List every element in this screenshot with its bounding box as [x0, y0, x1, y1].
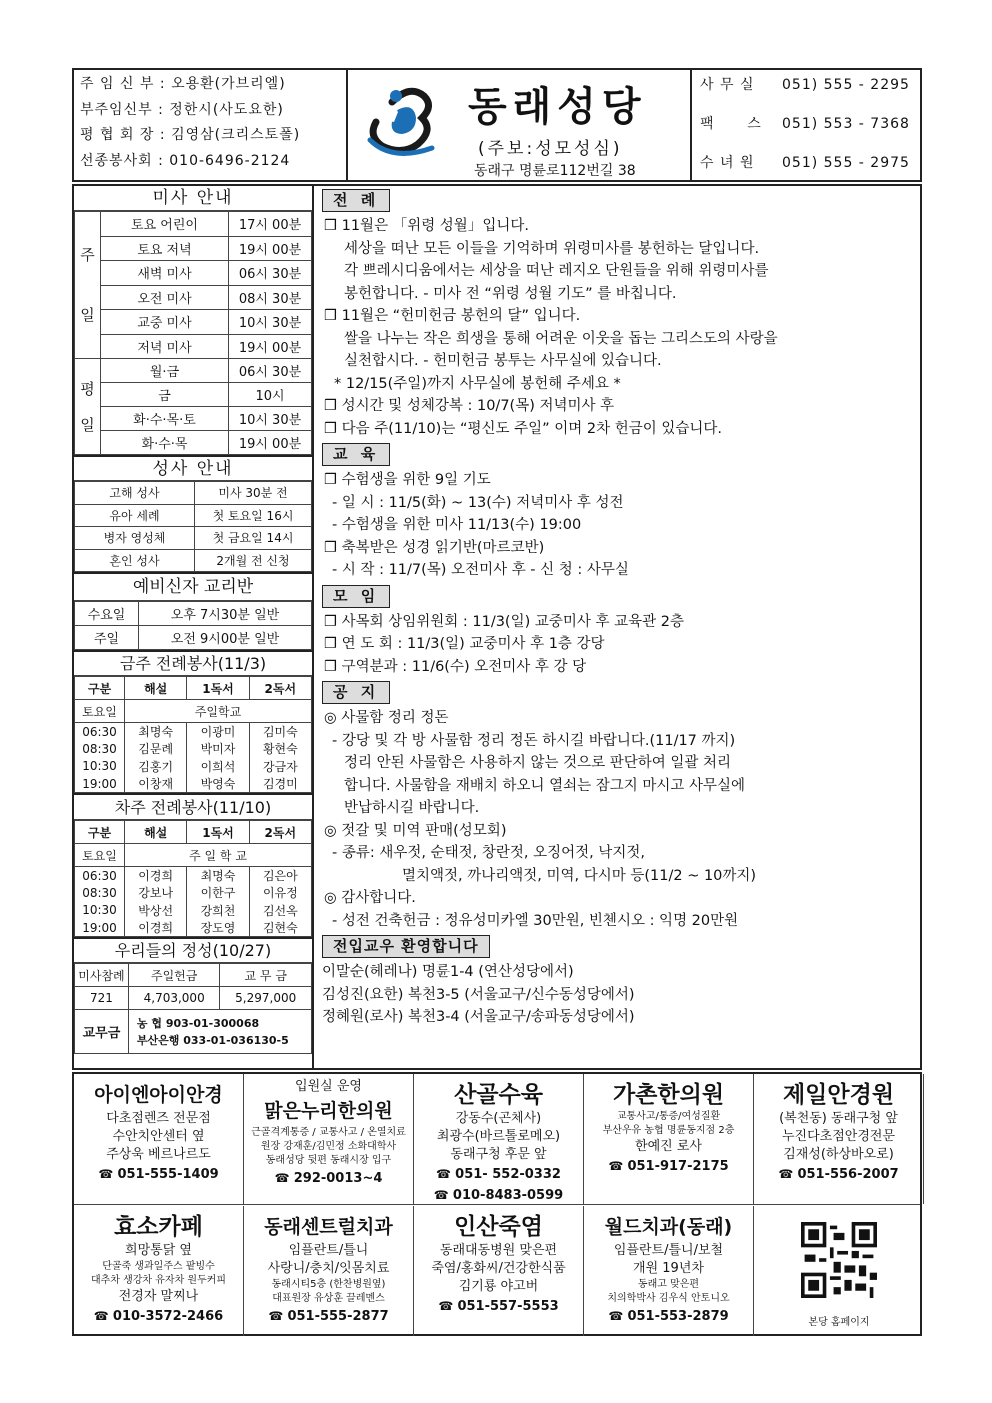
section-line: 반납하시길 바랍니다.	[344, 800, 480, 816]
table-cell: 이광미	[187, 723, 249, 741]
table-cell: 첫 금요일 14시	[195, 527, 312, 550]
liturgy-this-title: 금주 전례봉사(11/3)	[74, 650, 312, 676]
section-line: ❒ 수험생을 위한 9일 기도	[324, 472, 491, 488]
ad-block	[244, 1074, 414, 1204]
ad-line: 사랑니/충치/잇몸치료	[267, 1261, 390, 1276]
ad-line: 전경자 말찌나	[118, 1289, 199, 1304]
mass-time: 10시 30분	[229, 310, 312, 335]
table-cell: 이창재	[125, 775, 187, 793]
mass-name: 토요 저녁	[101, 236, 229, 261]
table-row	[75, 431, 312, 455]
table-row	[75, 844, 312, 867]
section-line: ◎ 감사합니다.	[324, 890, 416, 906]
section-tag: 교 육	[322, 443, 390, 466]
ad-phone: ☎ 051-557-5553	[438, 1299, 559, 1314]
qr-code-icon[interactable]	[801, 1222, 877, 1298]
table-row	[75, 482, 312, 505]
ad-block	[74, 1206, 244, 1336]
table-cell: 최명숙	[125, 723, 187, 741]
ad-block	[74, 1074, 244, 1204]
ad-name: 제일안경원	[782, 1082, 895, 1108]
table-cell: 19:00	[75, 919, 125, 937]
ad-line: 임플란트/틀니	[288, 1243, 369, 1258]
mass-title: 미사 안내	[74, 186, 312, 211]
table-cell: 토요일	[75, 844, 125, 867]
section-line: ❒ 축복받은 성경 읽기반(마르코반)	[324, 539, 545, 556]
section-line: 정리 안된 사물함은 사용하지 않는 것으로 판단하여 일괄 처리	[344, 755, 732, 771]
section-line: 실천합시다. - 헌미헌금 봉투는 사무실에 있습니다.	[344, 353, 662, 369]
section-line: 멸치액젓, 까나리액젓, 미역, 다시마 등(11/2 ~ 10까지)	[402, 867, 757, 884]
table-cell: 혼인 성사	[75, 549, 195, 572]
column-header: 해설	[125, 677, 187, 700]
bulletin-subtitle: (주보:성모성심)	[478, 139, 623, 159]
section-line: 김성진(요한) 복천3-5 (서울교구/신수동성당에서)	[322, 986, 635, 1003]
section-line: ❒ 11월은 「위령 성월」입니다.	[324, 218, 529, 234]
table-cell: 강희천	[187, 902, 249, 920]
table-row	[75, 383, 312, 407]
table-cell: 06:30	[75, 867, 125, 885]
table-row	[75, 740, 312, 758]
column-header: 교 무 금	[220, 964, 312, 987]
phone-icon: ☎	[608, 1159, 628, 1173]
catechumen-title: 예비신자 교리반	[74, 572, 312, 601]
ad-phone: ☎ 051-917-2175	[608, 1159, 729, 1174]
table-row	[75, 867, 312, 885]
phone-icon: ☎	[98, 1167, 118, 1181]
ad-block	[244, 1206, 414, 1336]
liturgy-this-table	[74, 676, 312, 793]
table-row	[75, 987, 312, 1010]
ad-small-line: 대추차 생강차 유자차 원두커피	[90, 1275, 227, 1286]
ad-block	[584, 1206, 754, 1336]
table-cell: 김선옥	[249, 902, 311, 920]
table-cell: 4,703,000	[128, 987, 220, 1010]
table-cell: 박상선	[125, 902, 187, 920]
table-cell: 오전 9시00분 일반	[139, 626, 312, 650]
table-row	[75, 902, 312, 920]
liturgy-next-title: 차주 전례봉사(11/10)	[74, 793, 312, 820]
table-row	[75, 775, 312, 793]
ad-name: 인산죽염	[454, 1214, 543, 1240]
account-line: 부산은행 033-01-036130-5	[136, 1033, 289, 1047]
table-cell: 강금자	[249, 758, 311, 776]
section-line: ◎ 사물함 정리 정돈	[324, 710, 449, 726]
table-cell: 고해 성사	[75, 482, 195, 505]
mass-time: 06시 30분	[229, 359, 312, 383]
ad-small-line: 단골죽 생과일주스 팥빙수	[102, 1261, 215, 1272]
mass-name: 화·수·목·토	[101, 407, 229, 431]
column-header: 해설	[125, 821, 187, 844]
weekday-label: 평 일	[75, 359, 101, 455]
table-row	[75, 236, 312, 261]
column-header: 2독서	[249, 677, 311, 700]
ad-name: 월드치과(동래)	[604, 1216, 733, 1238]
table-cell: 19:00	[75, 775, 125, 793]
ad-name: 산골수육	[454, 1082, 543, 1108]
table-row	[75, 919, 312, 937]
table-row	[75, 964, 312, 987]
section-line: 각 쁘레시디움에서는 세상을 떠난 레지오 단원들을 위해 위령미사를	[344, 263, 769, 279]
sunday-label: 주 일	[75, 212, 101, 359]
table-cell: 미사 30분 전	[195, 482, 312, 505]
mass-table	[74, 211, 312, 455]
mass-time: 19시 00분	[229, 334, 312, 359]
table-row	[75, 212, 312, 237]
offering-table	[74, 963, 312, 1054]
parish-title: 동래성당	[468, 84, 647, 130]
section-education	[318, 440, 920, 582]
account-label: 교무금	[75, 1010, 129, 1054]
section-line: - 수험생을 위한 미사 11/13(수) 19:00	[332, 517, 582, 533]
ad-phone: ☎ 051- 552-0332	[436, 1167, 561, 1182]
table-cell: 이경희	[125, 867, 187, 885]
table-row	[75, 700, 312, 723]
mass-time: 17시 00분	[229, 212, 312, 237]
section-line: 이말순(헤레나) 명륜1-4 (연산성당에서)	[322, 964, 574, 980]
table-cell: 장도영	[187, 919, 249, 937]
table-cell: 주일학교	[125, 700, 312, 723]
table-cell: 주일	[75, 626, 139, 650]
mass-name: 토요 어린이	[101, 212, 229, 237]
table-cell: 10:30	[75, 758, 125, 776]
ad-line: 희망통닭 옆	[125, 1243, 192, 1258]
header-divider-left	[346, 70, 348, 180]
table-cell: 721	[75, 987, 129, 1010]
column-header: 구분	[75, 677, 125, 700]
ad-line: 김기룡 야고버	[458, 1279, 539, 1294]
header-contacts: 사 무 실 051) 555 - 2295 팩 스 051) 553 - 7368 수 녀 원 051) 555 - 2975	[700, 77, 910, 171]
mass-name: 오전 미사	[101, 285, 229, 310]
table-cell: 토요일	[75, 700, 125, 723]
mass-name: 금	[101, 383, 229, 407]
ad-small-line: 동래시티5층 (한찬병원옆)	[271, 1279, 386, 1290]
table-cell: 오후 7시30분 일반	[139, 602, 312, 626]
ad-line: 주상욱 베르나르도	[106, 1147, 211, 1162]
section-line: 합니다. 사물함을 재배치 하오니 열쇠는 잠그지 마시고 사무실에	[344, 777, 746, 794]
ad-phone: ☎ 292-0013~4	[274, 1171, 383, 1186]
ad-block	[414, 1074, 584, 1204]
ad-small-line: 근골격계통증 / 교통사고 / 온열치료	[251, 1127, 406, 1138]
mass-time: 10시 30분	[229, 407, 312, 431]
ad-name: 아이엔아이안경	[94, 1084, 223, 1106]
phone-icon: ☎	[438, 1299, 458, 1313]
column-header: 미사참례	[75, 964, 129, 987]
table-cell: 이경희	[125, 919, 187, 937]
section-line: 세상을 떠난 모든 이들을 기억하며 위령미사를 봉헌하는 달입니다.	[344, 240, 760, 257]
table-cell: 김은아	[249, 867, 311, 885]
column-header: 2독서	[249, 821, 311, 844]
liturgy-next-table	[74, 820, 312, 937]
section-welcome	[318, 932, 920, 1029]
table-cell: 황현숙	[249, 740, 311, 758]
mass-time: 19시 00분	[229, 236, 312, 261]
table-cell: 2개월 전 신청	[195, 549, 312, 572]
ad-phone: ☎ 010-3572-2466	[93, 1309, 224, 1324]
table-row	[75, 821, 312, 844]
offering-title: 우리들의 정성(10/27)	[74, 937, 312, 963]
table-row	[75, 359, 312, 383]
ad-name: 효소카페	[114, 1214, 203, 1240]
table-cell: 김문례	[125, 740, 187, 758]
table-cell: 박미자	[187, 740, 249, 758]
column-header: 주일헌금	[128, 964, 220, 987]
table-row	[75, 884, 312, 902]
table-cell: 이한구	[187, 884, 249, 902]
ad-phone: ☎ 010-8483-0599	[433, 1188, 564, 1203]
table-cell: 김경미	[249, 775, 311, 793]
phone-icon: ☎	[274, 1171, 294, 1185]
qr-block	[754, 1206, 924, 1336]
ad-pre: 입원실 운영	[295, 1079, 362, 1094]
column-header: 1독서	[187, 821, 249, 844]
ad-line: 개원 19년차	[633, 1261, 704, 1276]
section-line: ◎ 젓갈 및 미역 판매(성모회)	[324, 822, 507, 839]
table-row	[75, 723, 312, 741]
table-row	[75, 1010, 312, 1054]
table-cell: 강보나	[125, 884, 187, 902]
mass-time: 08시 30분	[229, 285, 312, 310]
table-row	[75, 549, 312, 572]
ad-line: 누진다초점안경전문	[781, 1129, 896, 1144]
ad-line: 동래구청 후문 앞	[450, 1147, 547, 1162]
section-tag: 모 임	[322, 585, 390, 608]
ad-phone: ☎ 051-556-2007	[778, 1167, 899, 1182]
table-cell: 이유정	[249, 884, 311, 902]
ad-name: 동래센트럴치과	[264, 1216, 393, 1238]
ad-block	[754, 1074, 924, 1204]
table-row	[75, 626, 312, 650]
ad-name: 가촌한의원	[612, 1082, 725, 1108]
section-line: ❒ 성시간 및 성체강복 : 10/7(목) 저녁미사 후	[324, 398, 615, 414]
section-tag: 공 지	[322, 681, 390, 704]
section-line: - 종류: 새우젓, 순태젓, 창란젓, 오징어젓, 낙지젓,	[332, 845, 645, 861]
parish-address: 동래구 명륜로112번길 38	[474, 163, 636, 179]
qr-caption: 본당 홈페이지	[808, 1317, 870, 1328]
table-row	[75, 504, 312, 527]
section-line: ❒ 사목회 상임위원회 : 11/3(일) 교중미사 후 교육관 2층	[324, 613, 684, 630]
header-staff: 주 임 신 부 : 오용환(가브리엘) 부주임신부 : 정한시(사도요한) 평 협 회 장 : 김영삼(크리스토폴) 선종봉사회 : 010-6496-2124	[80, 76, 301, 169]
section-line: 정혜원(로사) 복천3-4 (서울교구/송파동성당에서)	[322, 1009, 635, 1025]
sacrament-table	[74, 481, 312, 572]
table-row	[75, 527, 312, 550]
ad-small-line: 동래고 맞은편	[637, 1279, 700, 1290]
ad-line: 한예진 로사	[635, 1139, 702, 1154]
section-notice	[318, 678, 920, 932]
table-cell: 최명숙	[187, 867, 249, 885]
mass-name: 화·수·목	[101, 431, 229, 455]
table-row	[75, 261, 312, 286]
mass-name: 월·금	[101, 359, 229, 383]
ad-small-line: 교통사고/통증/여성질환	[616, 1111, 721, 1122]
section-line: - 시 작 : 11/7(목) 오전미사 후 - 신 청 : 사무실	[332, 562, 629, 578]
phone-icon: ☎	[436, 1167, 456, 1181]
ad-block	[584, 1074, 754, 1204]
ad-line: (복천동) 동래구청 앞	[779, 1111, 898, 1126]
ad-line: 최광수(바르톨로메오)	[436, 1129, 561, 1144]
table-cell: 06:30	[75, 723, 125, 741]
table-cell: 이희석	[187, 758, 249, 776]
ads-grid	[72, 1072, 922, 1336]
ad-small-line: 동래성당 뒷편 동래시장 입구	[265, 1155, 392, 1166]
section-line: * 12/15(주일)까지 사무실에 봉헌해 주세요 *	[334, 375, 621, 392]
ad-line: 임플란트/틀니/보철	[613, 1243, 724, 1258]
section-line: - 일 시 : 11/5(화) ~ 13(수) 저녁미사 후 성전	[332, 494, 624, 511]
table-cell: 수요일	[75, 602, 139, 626]
phone-icon: ☎	[778, 1167, 798, 1181]
phone-icon: ☎	[608, 1309, 628, 1323]
mass-time: 10시	[229, 383, 312, 407]
table-row	[75, 758, 312, 776]
ad-block	[414, 1206, 584, 1336]
ad-line: 강동수(곤체사)	[455, 1111, 542, 1126]
table-cell: 08:30	[75, 884, 125, 902]
section-meeting	[318, 582, 920, 679]
mass-name: 새벽 미사	[101, 261, 229, 286]
account-line: 농 협 903-01-300068	[136, 1016, 260, 1030]
ad-small-line: 대표원장 유상훈 끌레멘스	[272, 1293, 385, 1304]
ads-row-divider	[74, 1204, 920, 1205]
mass-time: 06시 30분	[229, 261, 312, 286]
ad-name: 맑은누리한의원	[264, 1100, 393, 1122]
table-cell: 10:30	[75, 902, 125, 920]
table-cell: 김미숙	[249, 723, 311, 741]
table-row	[75, 310, 312, 335]
ad-phone: ☎ 051-555-1409	[98, 1167, 219, 1182]
table-cell: 주 일 학 교	[125, 844, 312, 867]
table-row	[75, 334, 312, 359]
table-cell: 5,297,000	[220, 987, 312, 1010]
header-divider-right	[690, 70, 692, 180]
section-line: ❒ 연 도 회 : 11/3(일) 교중미사 후 1층 강당	[324, 636, 605, 652]
section-line: - 성전 건축헌금 : 정유성미카엘 30만원, 빈첸시오 : 익명 20만원	[332, 912, 739, 929]
section-line: ❒ 다음 주(11/10)는 “평신도 주일” 이며 2차 헌금이 있습니다.	[324, 420, 722, 437]
ad-phone: ☎ 051-555-2877	[268, 1309, 389, 1324]
table-cell: 김홍기	[125, 758, 187, 776]
table-cell: 첫 토요일 16시	[195, 504, 312, 527]
parish-logo-icon	[362, 82, 462, 164]
table-cell: 박영숙	[187, 775, 249, 793]
catechumen-table	[74, 601, 312, 650]
mass-time: 19시 00분	[229, 431, 312, 455]
table-row	[75, 677, 312, 700]
ad-line: 동래대동병원 맞은편	[439, 1243, 558, 1258]
section-line: 쌀을 나누는 작은 희생을 통해 어려운 이웃을 돕는 그리스도의 사랑을	[344, 330, 778, 347]
table-row	[75, 602, 312, 626]
section-line: ❒ 구역분과 : 11/6(수) 오전미사 후 강 당	[324, 658, 587, 675]
section-liturgy	[318, 186, 920, 440]
column-header: 1독서	[187, 677, 249, 700]
section-tag: 전입교우 환영합니다	[322, 935, 490, 958]
mass-name: 저녁 미사	[101, 334, 229, 359]
section-line: ❒ 11월은 “헌미헌금 봉헌의 달” 입니다.	[324, 308, 581, 324]
table-row	[75, 285, 312, 310]
ad-small-line: 부산우유 농협 명륜동지점 2층	[602, 1125, 735, 1136]
ad-phone: ☎ 051-553-2879	[608, 1309, 729, 1324]
phone-icon: ☎	[433, 1188, 453, 1202]
content-area	[318, 186, 920, 1068]
mass-name: 교중 미사	[101, 310, 229, 335]
table-cell: 병자 영성체	[75, 527, 195, 550]
ad-line: 김재성(하상바오로)	[783, 1147, 894, 1162]
sacrament-title: 성사 안내	[74, 455, 312, 481]
sidebar	[74, 186, 314, 1068]
ad-small-line: 치의학박사 김우식 안토니오	[607, 1293, 730, 1304]
table-cell: 유아 세례	[75, 504, 195, 527]
column-header: 구분	[75, 821, 125, 844]
ad-line: 수안치안센터 옆	[112, 1129, 205, 1144]
ad-line: 죽염/홍화씨/건강한식품	[431, 1261, 566, 1276]
phone-icon: ☎	[93, 1309, 113, 1323]
section-line: - 강당 및 각 방 사물함 정리 정돈 하시길 바랍니다.(11/17 까지)	[332, 732, 736, 749]
section-tag: 전 례	[322, 189, 390, 212]
ad-small-line: 원장 강재훈/김민정 소화대학사	[260, 1141, 397, 1152]
table-cell: 김현숙	[249, 919, 311, 937]
phone-icon: ☎	[268, 1309, 288, 1323]
account-list	[128, 1010, 311, 1054]
ad-line: 다초점렌즈 전문점	[106, 1111, 211, 1126]
section-line: 봉헌합니다. - 미사 전 “위령 성월 기도” 를 바칩니다.	[344, 285, 677, 302]
table-cell: 08:30	[75, 740, 125, 758]
table-row	[75, 407, 312, 431]
